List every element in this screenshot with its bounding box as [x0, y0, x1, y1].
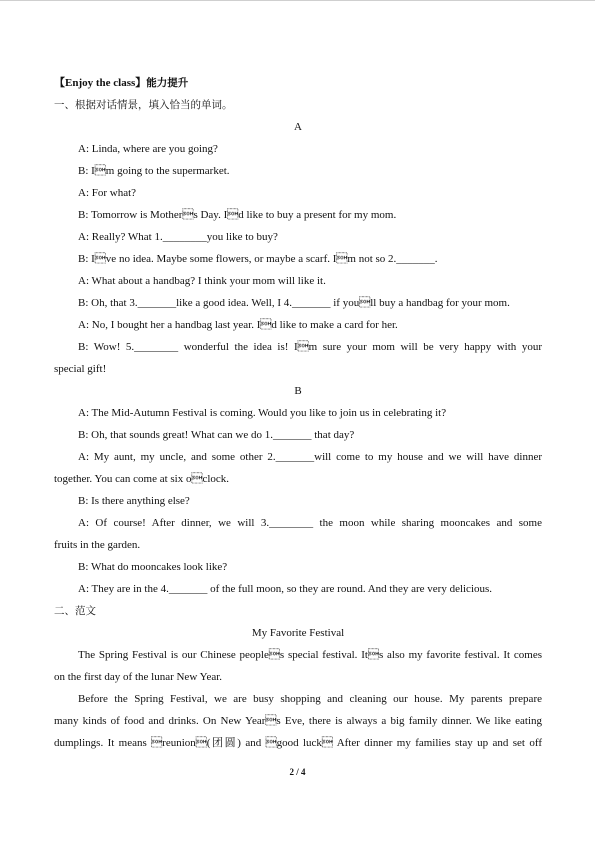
dialogue-line-continuation: together. You can come at six oclock.	[54, 473, 230, 485]
section1-title: 一、根据对话情景，填入恰当的单词。	[54, 99, 233, 111]
enjoy-heading-en: 【Enjoy the class】	[54, 77, 147, 89]
dialogue-line: A: My aunt, my uncle, and some other 2._______will come to my house and we will have dinner	[78, 451, 542, 463]
dialogue-line: B: Tomorrow is Mothers Day. Id like to buy a present for my mom.	[78, 209, 397, 221]
page-number: 2 / 4	[289, 767, 306, 777]
enjoy-heading-cn: 能力提升	[146, 77, 189, 89]
dialogue-line: B: Oh, that sounds great! What can we do 1._______ that day?	[78, 429, 355, 441]
dialogue-line: A: The Mid-Autumn Festival is coming. Would you like to join us in celebrating it?	[78, 407, 447, 419]
essay-line: many kinds of food and drinks. On New Years Eve, there is always a big family dinner. We like eating	[54, 715, 542, 727]
enjoy-heading	[54, 72, 542, 94]
part-b-label: B	[294, 385, 302, 397]
essay-title: My Favorite Festival	[251, 627, 345, 639]
dialogue-line: A: Really? What 1.________you like to buy?	[78, 231, 278, 243]
dialogue-line: B: Ive no idea. Maybe some flowers, or maybe a scarf. Im not so 2._______.	[78, 253, 438, 265]
document-page	[54, 72, 542, 754]
dialogue-line: B: Im going to the supermarket.	[78, 165, 230, 177]
top-rule	[0, 0, 595, 1]
dialogue-line: A: For what?	[78, 187, 137, 199]
dialogue-line: A: They are in the 4._______ of the full moon, so they are round. And they are very delicious.	[78, 583, 493, 595]
dialogue-line: B: Wow! 5.________ wonderful the idea is! Im sure your mom will be very happy with your	[78, 341, 542, 353]
dialogue-line-continuation: fruits in the garden.	[54, 539, 141, 551]
dialogue-line: B: Oh, that 3._______like a good idea. Well, I 4._______ if youll buy a handbag for your mom.	[78, 297, 510, 309]
dialogue-line: A: Of course! After dinner, we will 3.________ the moon while sharing mooncakes and some	[78, 517, 542, 529]
section2-title: 二、范文	[54, 605, 96, 617]
dialogue-line: B: What do mooncakes look like?	[78, 561, 228, 573]
dialogue-line: A: No, I bought her a handbag last year. Id like to make a card for her.	[78, 319, 398, 331]
part-a-label: A	[294, 121, 302, 133]
dialogue-line: A: Linda, where are you going?	[78, 143, 218, 155]
essay-line: The Spring Festival is our Chinese peoples special festival. Its also my favorite festival. It comes	[78, 649, 542, 661]
dialogue-line: A: What about a handbag? I think your mom will like it.	[78, 275, 326, 287]
essay-line: on the first day of the lunar New Year.	[54, 671, 223, 683]
essay-line: dumplings. It means reunion(团圆) and good luck After dinner my families stay up and set off	[54, 737, 542, 749]
dialogue-line-continuation: special gift!	[54, 363, 107, 375]
essay-line: Before the Spring Festival, we are busy shopping and cleaning our house. My parents prepare	[78, 693, 542, 705]
dialogue-line: B: Is there anything else?	[78, 495, 190, 507]
